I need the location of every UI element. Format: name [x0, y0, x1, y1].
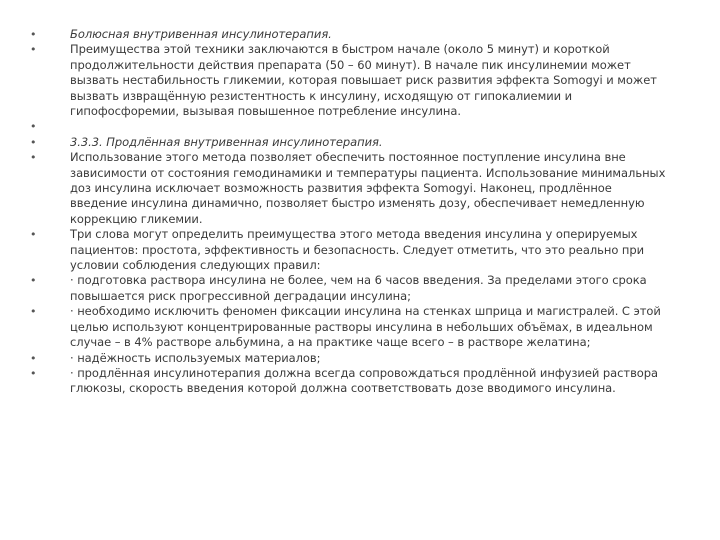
- item-text: · продлённая инсулинотерапия должна всегда сопровождаться продлённой инфузией раствора глюкозы, скорость введения которой должна соответствовать дозе вводимого инсулина.: [70, 365, 659, 396]
- item-text: Использование этого метода позволяет обеспечить постоянное поступление инсулина вне зависимости от состояния гемодинамики и температуры пациента. Использование минимальных доз инсулина исключает возможность развития эффекта Somogyi. Наконец, продлённое введение инсулина динамично, позволяет быстро изменять дозу, обеспечивает немедленную коррекцию гликемии.: [70, 150, 666, 226]
- list-item-6: [30, 273, 670, 304]
- bullet-icon: •: [30, 135, 37, 149]
- item-text: · подготовка раствора инсулина не более, чем на 6 часов введения. За пределами этого срока повышается риск прогрессивной деградации инсулина;: [70, 273, 647, 303]
- list-item-5: [30, 227, 670, 273]
- bullet-icon: •: [30, 351, 37, 365]
- bullet-icon: •: [30, 305, 37, 319]
- list-item-8: [30, 351, 670, 366]
- bullet-icon: •: [30, 28, 37, 41]
- list-item-0: [30, 27, 670, 42]
- bullet-icon: •: [30, 228, 37, 242]
- item-text: 3.3.3. Продлённая внутривенная инсулинотерапия.: [70, 134, 383, 149]
- list-item-3: [30, 135, 670, 150]
- item-text: · необходимо исключить феномен фиксации инсулина на стенках шприца и магистралей. С этой целью используют концентрированные растворы инсулина в небольших объёмах, в идеальном случае – в 4% растворе альбумина, а на практике чаще всего – в растворе желатина;: [70, 304, 661, 350]
- item-text: Три слова могут определить преимущества этого метода введения инсулина у оперируемых пациентов: простота, эффективность и безопасность. Следует отметить, что это реально при условии соблюдения следующих правил:: [70, 227, 645, 273]
- list-item-4: [30, 150, 670, 227]
- bullet-icon: •: [30, 366, 37, 380]
- bullet-list: [30, 27, 670, 397]
- list-item-2: [30, 119, 670, 134]
- bullet-icon: •: [30, 120, 37, 134]
- bullet-icon: •: [30, 151, 37, 165]
- item-text: Преимущества этой техники заключаются в быстром начале (около 5 минут) и короткой продолжительности действия препарата (50 – 60 минут). В начале пик инсулинемии может вызвать нестабильность гликемии, которая повышает риск развития эффекта Somogyi и может вызвать извращённую резистентность к инсулину, исходящую от гипокалиемии и гипофосфоремии, вызывая повышенное потребление инсулина.: [70, 42, 657, 119]
- bullet-icon: •: [30, 274, 37, 288]
- item-text: Болюсная внутривенная инсулинотерапия.: [70, 27, 332, 41]
- bullet-icon: •: [30, 43, 37, 57]
- list-item-7: [30, 304, 670, 350]
- list-item-9: [30, 366, 670, 397]
- item-text: · надёжность используемых материалов;: [70, 350, 321, 365]
- list-item-1: [30, 42, 670, 119]
